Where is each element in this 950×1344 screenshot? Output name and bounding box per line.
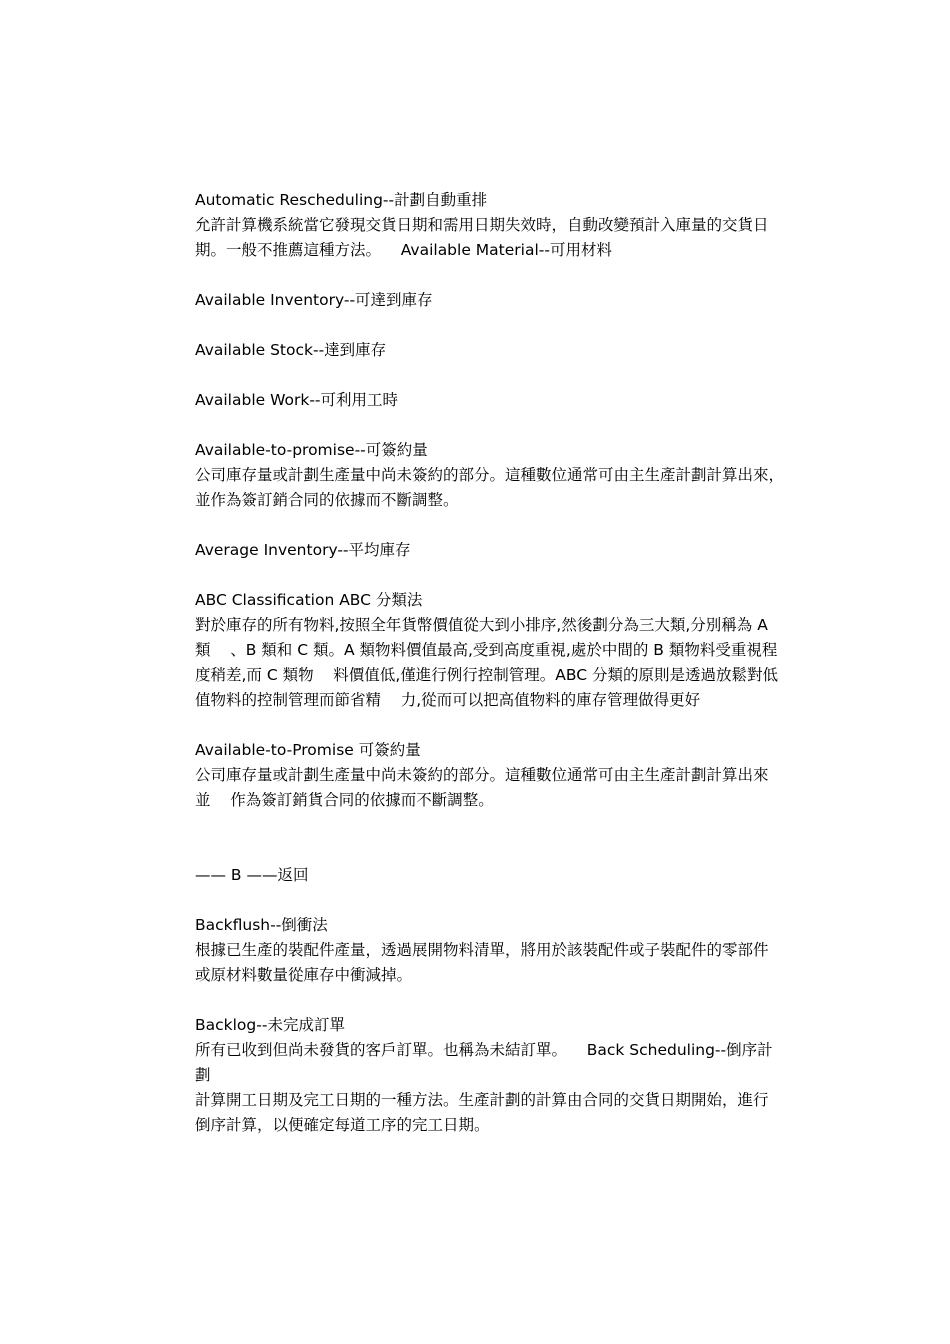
glossary-entry [195, 588, 835, 713]
glossary-entry [195, 288, 835, 313]
entry-text: 所有已收到但尚未發貨的客戶訂單。也稱為未結訂單。 Back Scheduling--倒序計 [195, 1041, 773, 1059]
entry-text: 對於庫存的所有物料,按照全年貨幣價值從大到小排序,然後劃分為三大類,分別稱為 A [195, 616, 768, 634]
entry-title: Available-to-promise--可簽約量 [195, 441, 428, 459]
entry-text: 並作為簽訂銷合同的依據而不斷調整。 [195, 491, 459, 509]
entry-text: 倒序計算，以便確定每道工序的完工日期。 [195, 1116, 490, 1134]
entry-text: 值物料的控制管理而節省精 力,從而可以把高值物料的庫存管理做得更好 [195, 691, 701, 709]
entry-title: Automatic Rescheduling--計劃自動重排 [195, 191, 488, 209]
entry-title: Available Inventory--可達到庫存 [195, 291, 433, 309]
entry-title: Backlog--未完成訂單 [195, 1016, 345, 1034]
entry-text: 或原材料數量從庫存中衝減掉。 [195, 966, 413, 984]
entry-title: Available Work--可利用工時 [195, 391, 399, 409]
entry-text: 公司庫存量或計劃生產量中尚未簽約的部分。這種數位通常可由主生產計劃計算出來 [195, 766, 769, 784]
glossary-entry [195, 338, 835, 363]
entry-title: Average Inventory--平均庫存 [195, 541, 411, 559]
glossary-entry [195, 438, 835, 513]
entry-title: Backflush--倒衝法 [195, 916, 328, 934]
glossary-entry [195, 388, 835, 413]
glossary-entry [195, 538, 835, 563]
entry-text: 期。一般不推薦這種方法。 Available Material--可用材料 [195, 241, 612, 259]
entry-text: 公司庫存量或計劃生產量中尚未簽約的部分。這種數位通常可由主生產計劃計算出來， [195, 466, 785, 484]
entry-text: 度稍差,而 C 類物 料價值低,僅進行例行控制管理。ABC 分類的原則是透過放鬆對低 [195, 666, 778, 684]
glossary-entry [195, 188, 835, 263]
document-body [195, 188, 835, 1138]
glossary-entry [195, 1013, 835, 1138]
entry-text: 允許計算機系統當它發現交貨日期和需用日期失效時，自動改變預計入庫量的交貨日 [195, 216, 769, 234]
entry-text: 類 、B 類和 C 類。A 類物料價值最高,受到高度重視,處於中間的 B 類物料受重視程 [195, 641, 778, 659]
glossary-entry [195, 913, 835, 988]
entry-text: 並 作為簽訂銷貨合同的依據而不斷調整。 [195, 791, 494, 809]
section-b-heading-return-link[interactable]: —— B ——返回 [195, 866, 309, 884]
entry-text: 計算開工日期及完工日期的一種方法。生產計劃的計算由合同的交貨日期開始，進行 [195, 1091, 769, 1109]
entry-text: 根據已生產的裝配件產量，透過展開物料清單，將用於該裝配件或子裝配件的零部件 [195, 941, 769, 959]
entry-text: 劃 [195, 1066, 211, 1084]
entry-title: Available-to-Promise 可簽約量 [195, 741, 421, 759]
glossary-entry [195, 738, 835, 813]
entry-title: Available Stock--達到庫存 [195, 341, 387, 359]
entry-title: ABC Classification ABC 分類法 [195, 591, 423, 609]
